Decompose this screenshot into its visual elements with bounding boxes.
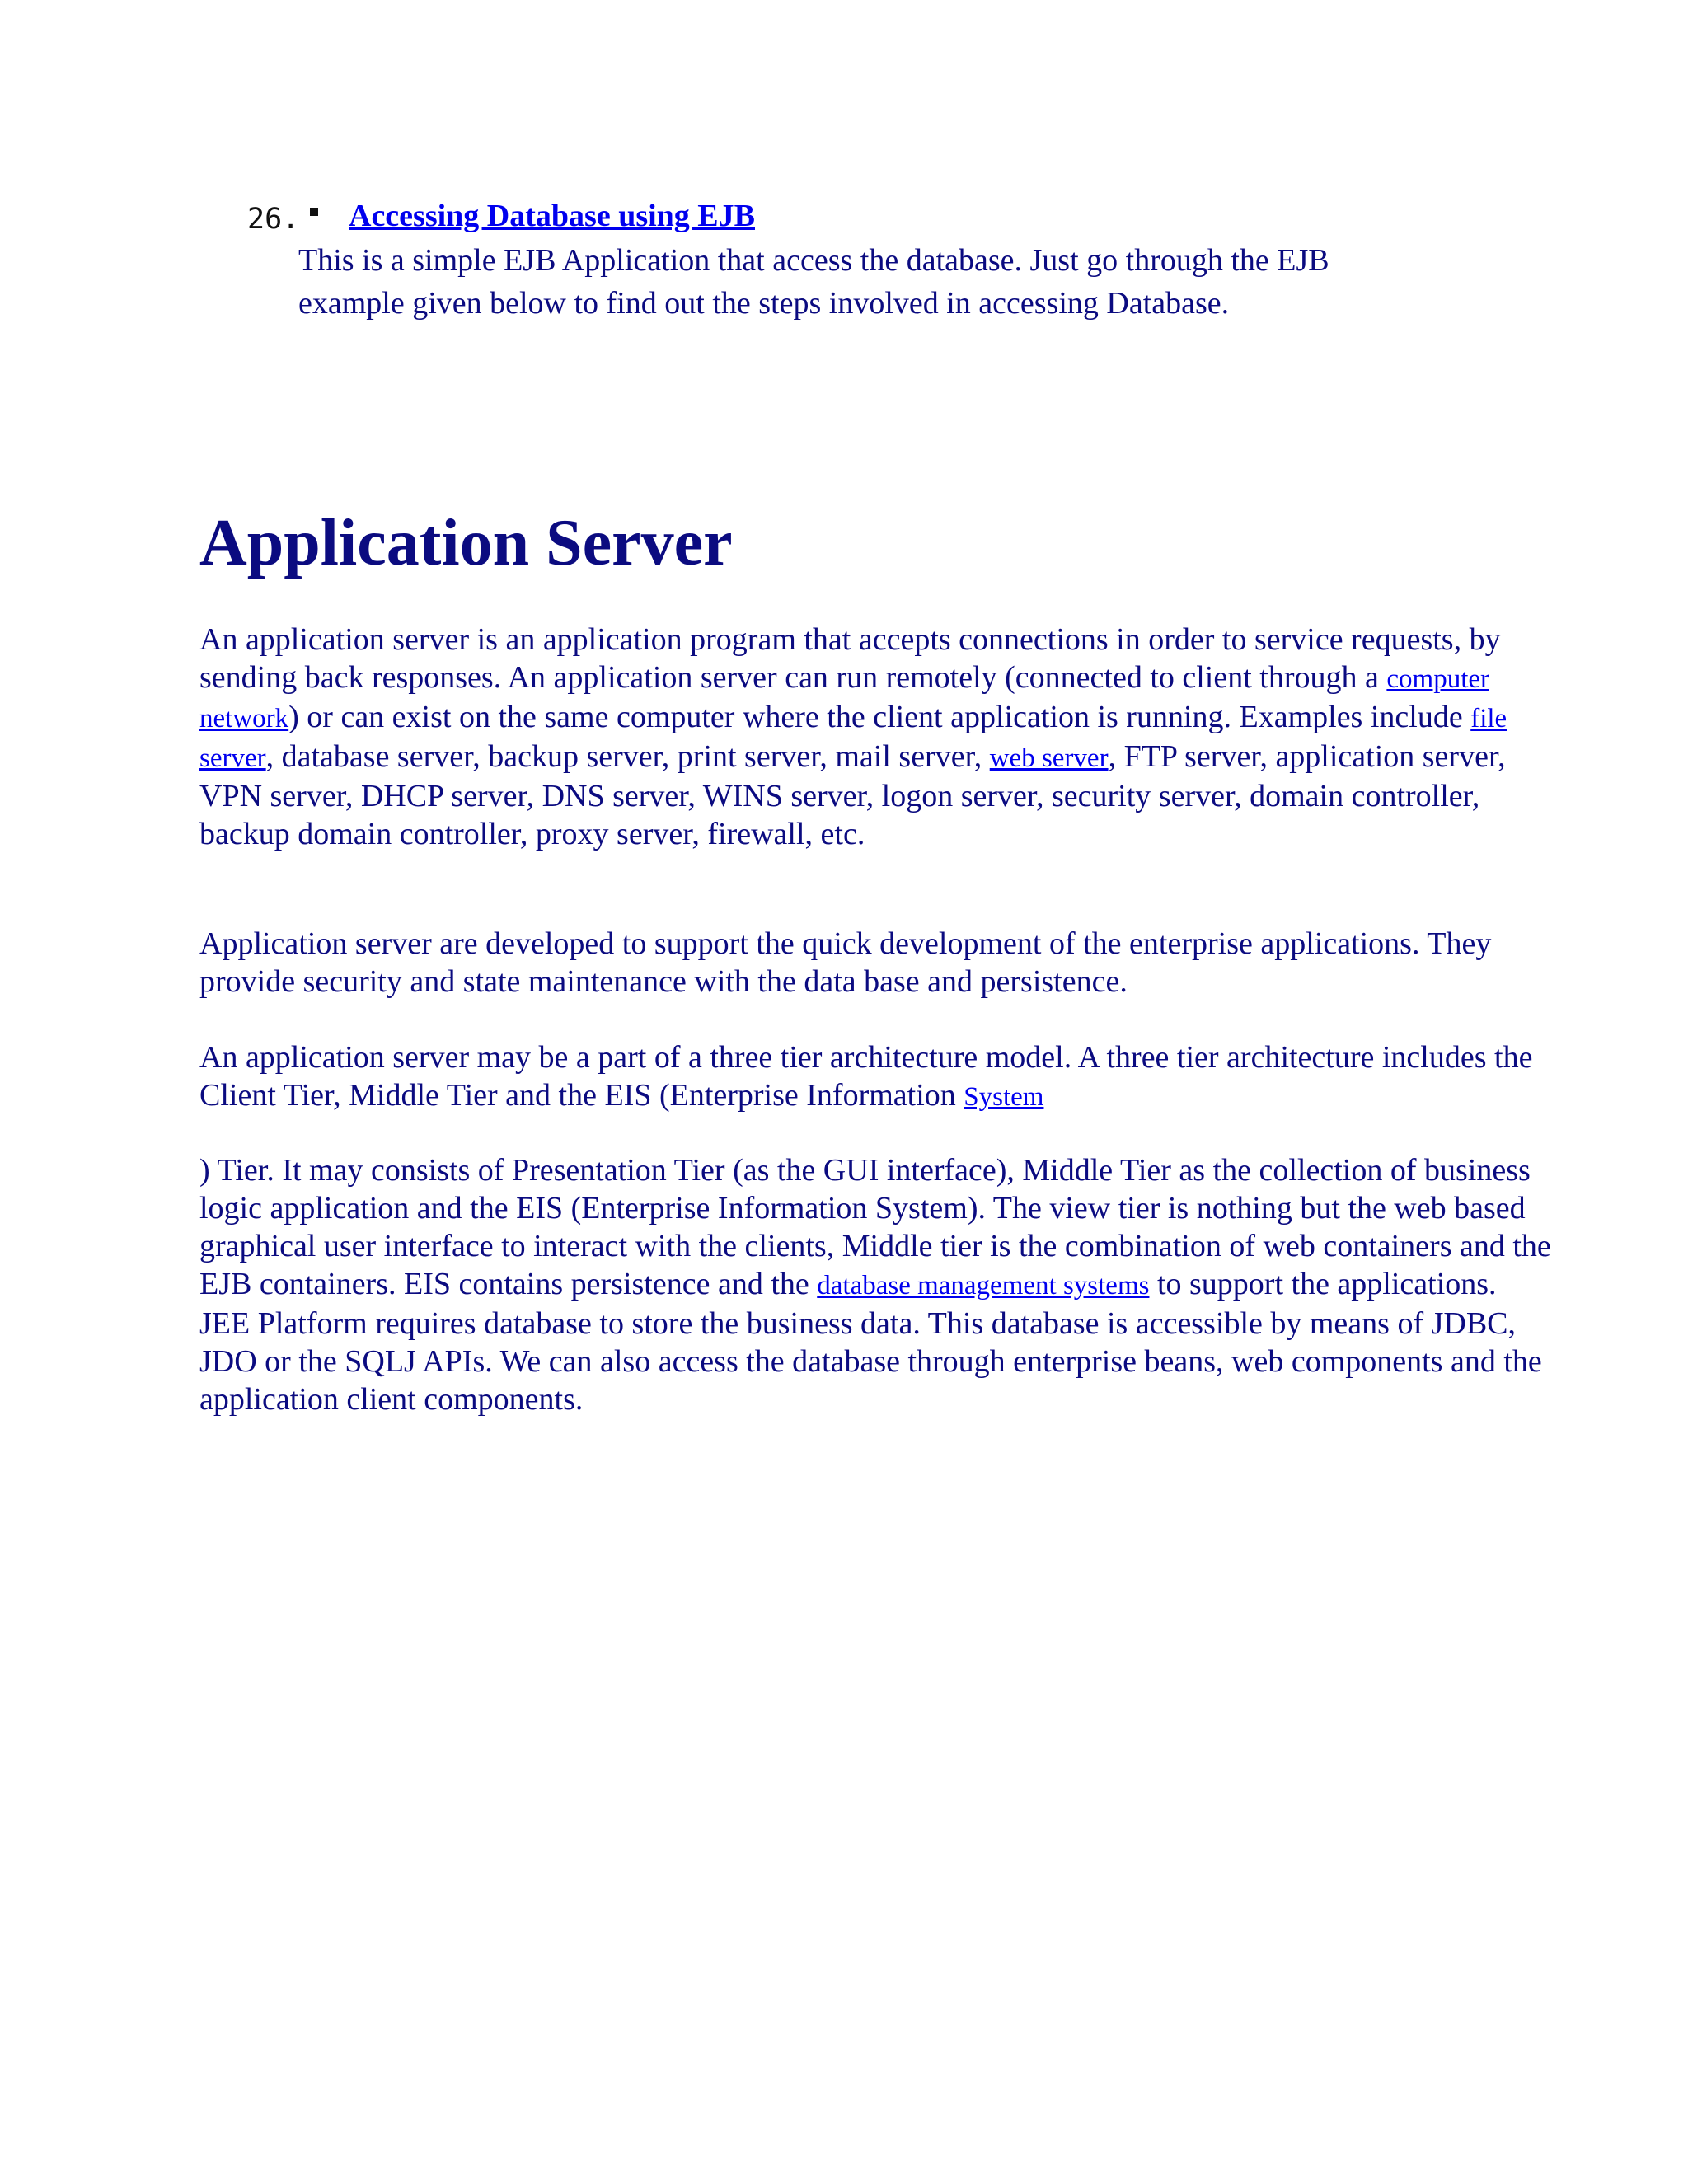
paragraph-development: Application server are developed to support the quick development of the enterprise applications. They provide security and state maintenance with the data base and persistence. bbox=[199, 926, 1492, 999]
paragraph-three-tier bbox=[199, 1038, 1551, 1116]
paragraph-text: An application server is an application program that accepts connections in order to service requests, by sending back responses. An application server can run remotely (connected to client through a bbox=[199, 622, 1501, 695]
section-heading: Application Server bbox=[199, 507, 733, 579]
list-number: 26. bbox=[247, 203, 300, 236]
paragraph-intro bbox=[199, 621, 1551, 853]
paragraph-text: ) Tier. It may consists of Presentation Tier (as the GUI interface), Middle Tier as the collection of business logic application and the EIS (Enterprise Information System). The view tier is nothing but the web based graphical user interface to interact with the clients, Middle tier is the combination of web containers and the EJB containers. EIS contains persistence and the bbox=[199, 1153, 1551, 1301]
paragraph-text: , database server, backup server, print server, mail server, bbox=[265, 739, 990, 774]
paragraph-text: An application server may be a part of a three tier architecture model. A three tier architecture includes the Client Tier, Middle Tier and the EIS (Enterprise Information bbox=[199, 1040, 1533, 1113]
computer-network-link[interactable]: computer network bbox=[199, 664, 1489, 733]
paragraph-text: ) or can exist on the same computer where the client application is running. Examples include bbox=[288, 700, 1471, 734]
web-server-link[interactable]: web server bbox=[989, 743, 1109, 773]
accessing-database-link[interactable]: Accessing Database using EJB bbox=[349, 199, 755, 233]
system-link[interactable]: System bbox=[964, 1082, 1044, 1112]
database-management-systems-link[interactable]: database management systems bbox=[817, 1271, 1150, 1301]
paragraph-text: to support the applications. JEE Platform requires database to store the business data. This database is accessible by means of JDBC, JDO or the SQLJ APIs. We can also access the database through enterprise beans, web components and the application client components. bbox=[199, 1267, 1542, 1417]
paragraph-tiers-detail bbox=[199, 1151, 1551, 1418]
square-bullet-icon bbox=[310, 208, 318, 216]
file-server-link[interactable]: file server bbox=[199, 704, 1507, 773]
paragraph-text: , FTP server, application server, VPN server, DHCP server, DNS server, WINS server, logon server, security server, domain controller, backup domain controller, proxy server, firewall, etc. bbox=[199, 739, 1506, 851]
list-item-description: This is a simple EJB Application that access the database. Just go through the EJB example given below to find out the steps involved in accessing Database. bbox=[298, 243, 1329, 321]
